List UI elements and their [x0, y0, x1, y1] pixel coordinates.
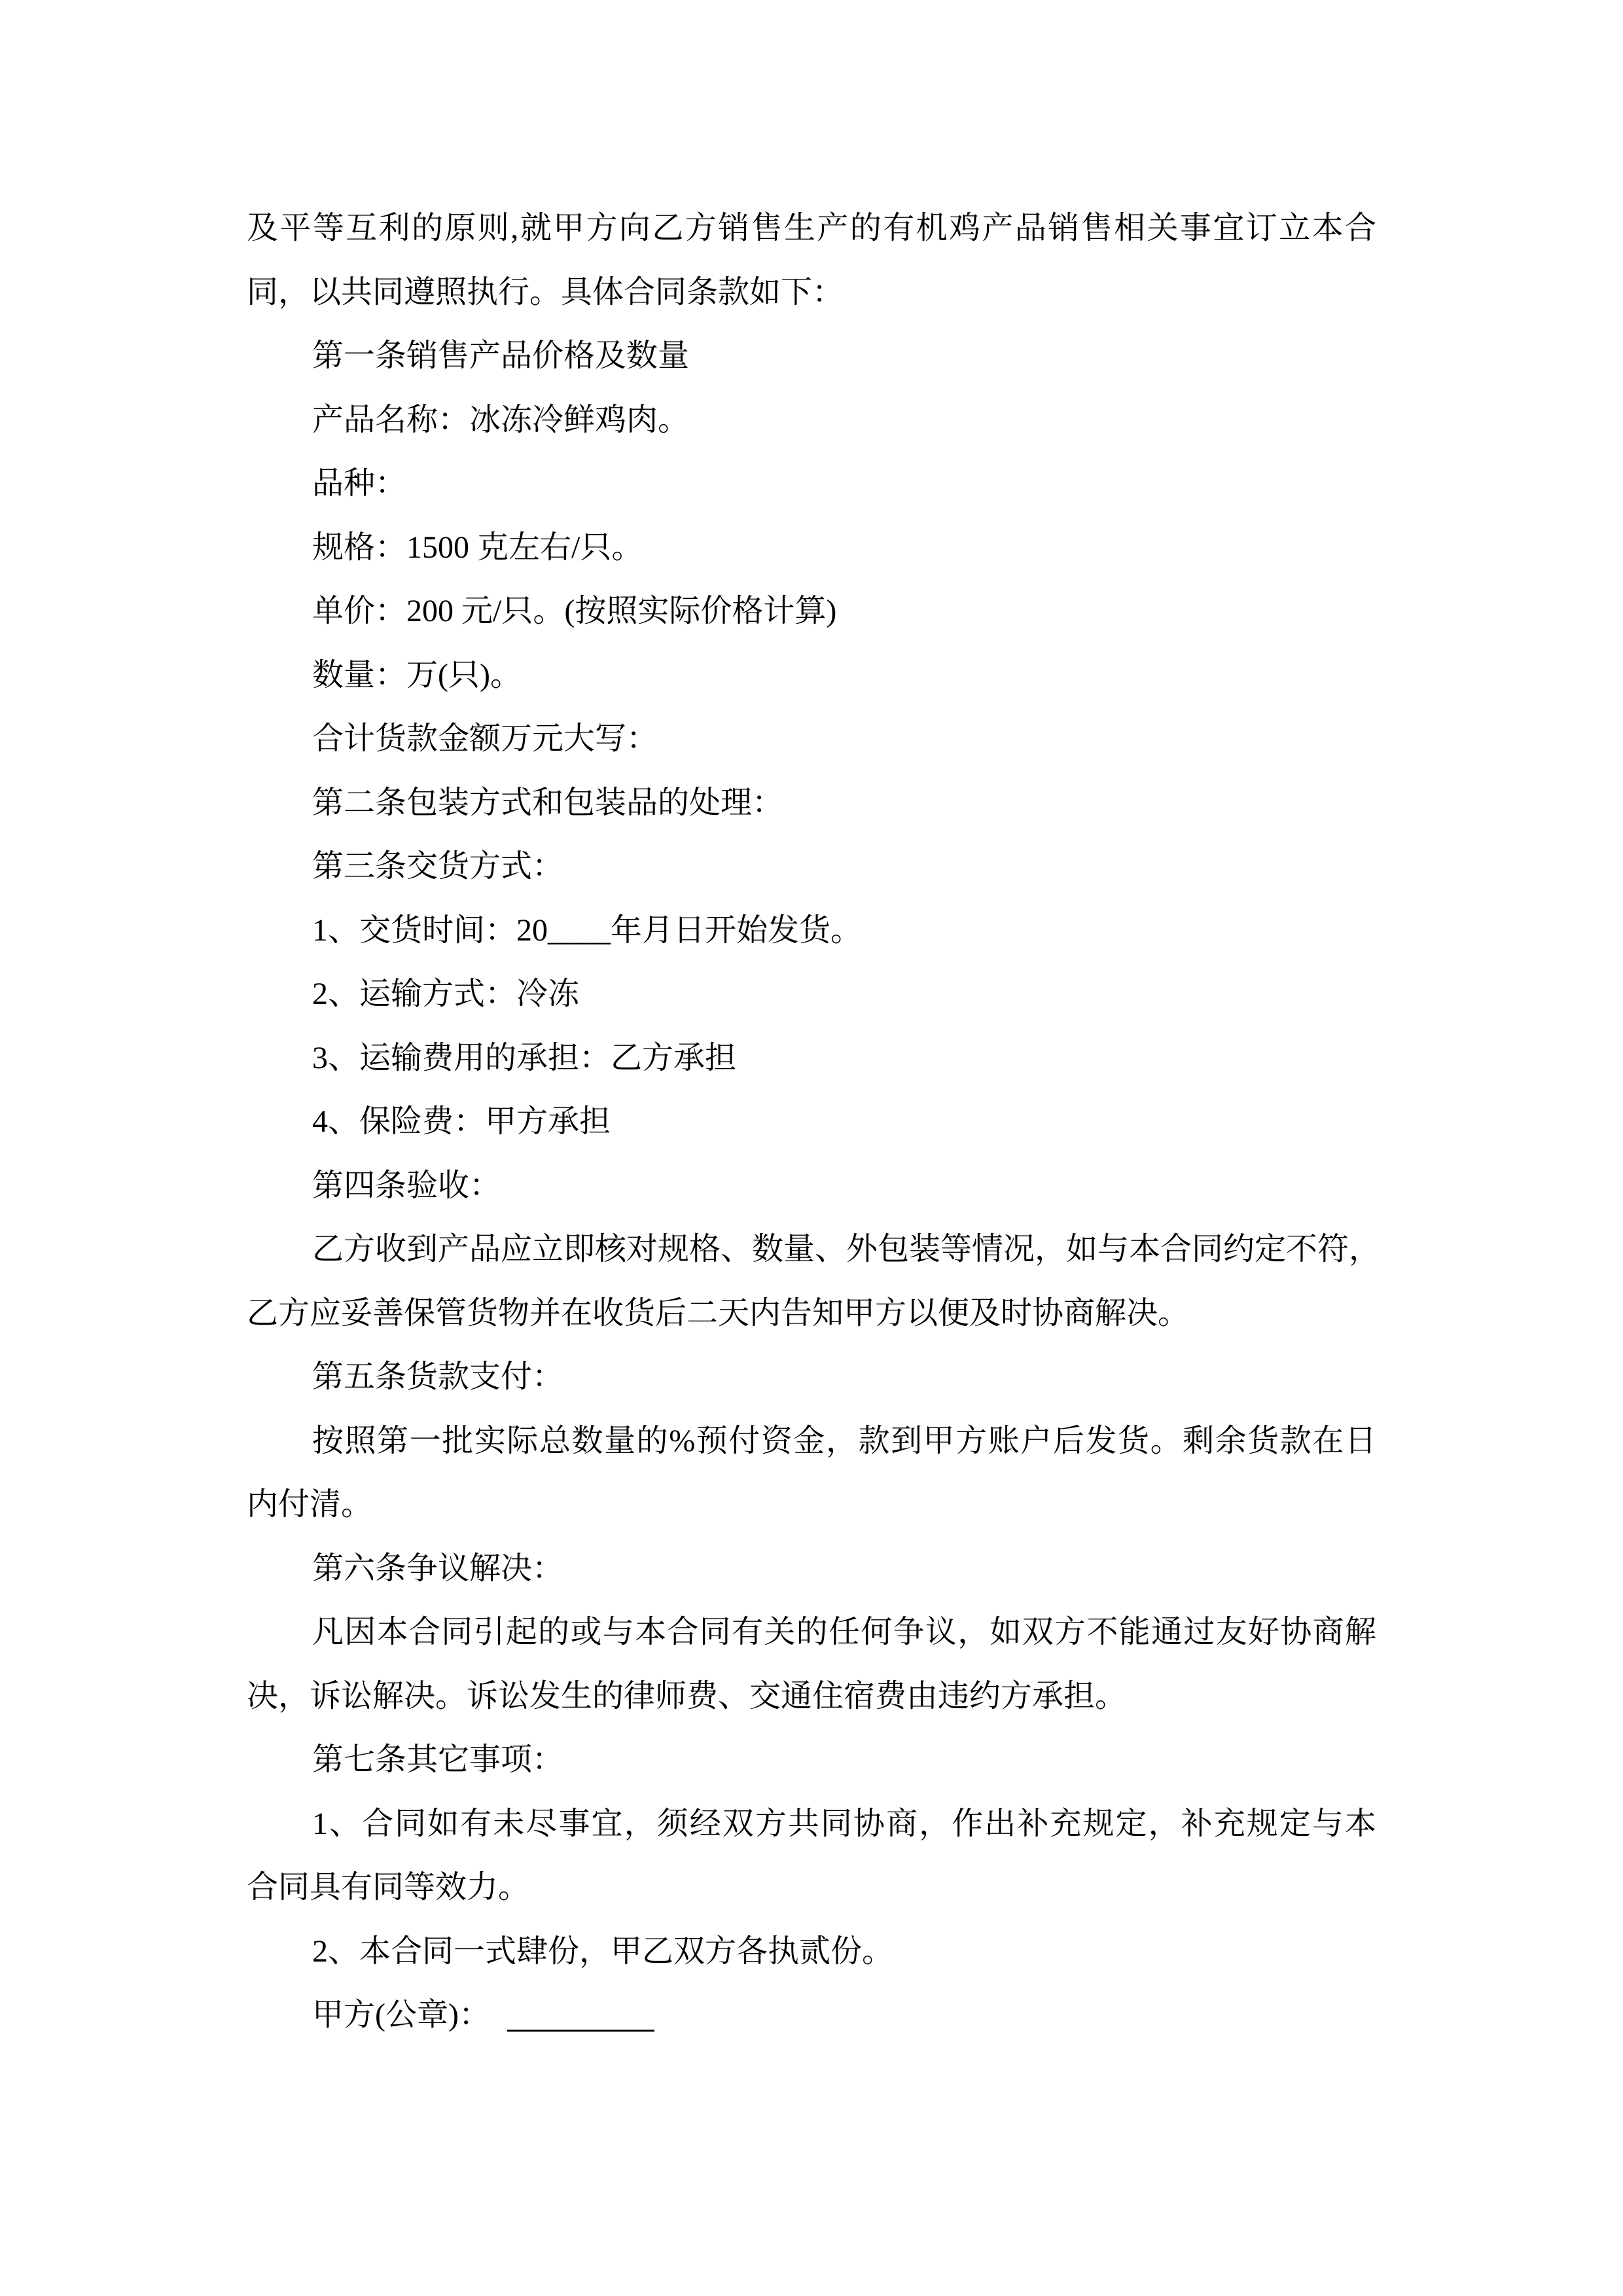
contract-text-line: 第一条销售产品价格及数量 — [312, 338, 690, 373]
contract-text-line: 凡因本合同引起的或与本合同有关的任何争议，如双方不能通过友好协商解 — [312, 1615, 1376, 1649]
contract-text-line: 数量：万(只)。 — [312, 657, 522, 692]
contract-text-line: 决，诉讼解决。诉讼发生的律师费、交通住宿费由违约方承担。 — [247, 1678, 1127, 1713]
contract-text-line: 及平等互利的原则,就甲方向乙方销售生产的有机鸡产品销售相关事宜订立本合 — [247, 211, 1376, 245]
contract-text-line: 第六条争议解决： — [312, 1551, 564, 1586]
contract-body — [247, 196, 1381, 2047]
contract-text-line: 内付清。 — [247, 1487, 373, 1522]
contract-text-line: 第三条交货方式： — [312, 849, 564, 884]
contract-text-line: 第七条其它事项： — [312, 1742, 564, 1777]
contract-text-line: 2、运输方式：冷冻 — [312, 977, 580, 1011]
contract-text-line: 2、本合同一式肆份，甲乙双方各执贰份。 — [312, 1933, 894, 1969]
contract-text-line: 合计货款金额万元大写： — [312, 721, 658, 756]
contract-text-line: 产品名称：冰冻冷鲜鸡肉。 — [312, 402, 690, 437]
contract-text-line: 3、运输费用的承担：乙方承担 — [312, 1040, 737, 1075]
contract-text-line: 乙方应妥善保管货物并在收货后二天内告知甲方以便及时协商解决。 — [247, 1295, 1190, 1331]
contract-text-line: 4、保险费：甲方承担 — [312, 1104, 611, 1139]
contract-text-line: 1、交货时间：20____年月日开始发货。 — [312, 912, 863, 948]
contract-text-line: 单价：200 元/只。(按照实际价格计算) — [312, 594, 837, 628]
contract-text-line: 1、合同如有未尽事宜，须经双方共同协商，作出补充规定，补充规定与本 — [312, 1806, 1376, 1841]
contract-text-line: 合同具有同等效力。 — [247, 1870, 530, 1905]
contract-text-line: 同，以共同遵照执行。具体合同条款如下： — [247, 274, 844, 310]
contract-text-line: 第四条验收： — [312, 1168, 501, 1203]
contract-text-line: 规格：1500 克左右/只。 — [312, 529, 643, 565]
contract-text-line: 品种： — [312, 466, 407, 501]
contract-text-line: 按照第一批实际总数量的%预付资金，款到甲方账户后发货。剩余货款在日 — [312, 1423, 1376, 1458]
contract-text-line: 第二条包装方式和包装品的处理： — [312, 785, 784, 820]
signature-blank-line[interactable] — [507, 2003, 654, 2032]
contract-text-line: 乙方收到产品应立即核对规格、数量、外包装等情况，如与本合同约定不符， — [312, 1232, 1381, 1266]
contract-text-line: 第五条货款支付： — [312, 1359, 564, 1394]
contract-text-line: 甲方(公章)： — [247, 1983, 1376, 2047]
